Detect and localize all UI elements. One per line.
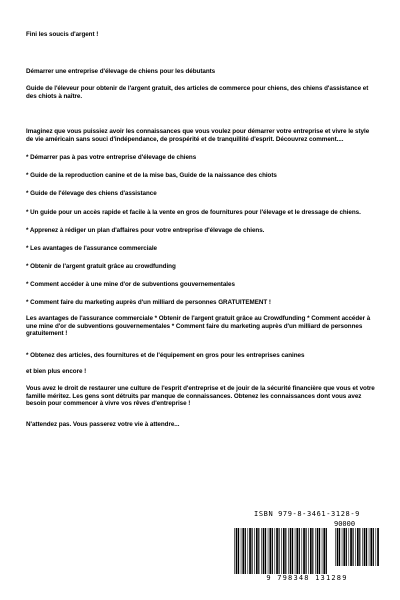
more-text: et bien plus encore !	[26, 368, 87, 375]
barcode-bar	[265, 528, 266, 574]
barcode-bar	[357, 528, 359, 566]
barcode-bar	[245, 528, 246, 574]
barcode-bar	[346, 528, 347, 566]
barcode-bar	[249, 528, 251, 574]
barcode-bar	[281, 528, 282, 574]
barcode-bar	[377, 528, 379, 566]
barcode-bar	[296, 528, 298, 574]
barcode-bar	[335, 528, 336, 566]
bullet-item: * Apprenez à rédiger un plan d'affaires pour votre entreprise d'élevage de chiens.	[26, 227, 265, 234]
barcode-bar	[355, 528, 356, 566]
bullet-item: * Démarrer pas à pas votre entreprise d'élevage de chiens	[26, 154, 197, 161]
barcode-bar	[364, 528, 366, 566]
barcode-bar	[319, 528, 320, 574]
bullet-item: * Guide de l'élevage des chiens d'assistance	[26, 190, 157, 197]
barcode-bar	[306, 528, 307, 574]
barcode-bar	[376, 528, 377, 566]
bullet-item: * Guide de la reproduction canine et de la mise bas, Guide de la naissance des chiots	[26, 172, 277, 179]
bullet-item: * Les avantages de l'assurance commerciale	[26, 245, 158, 252]
closing-paragraph: Vous avez le droit de restaurer une culture de l'esprit d'entreprise et de jouir de la sécurité financière que vous et votre famille méritez. Les gens sont détruits par manque de connaissances. Obtenez les connaissances dont vous avez besoin pour commencer à vivre vos rêves d'entreprise !	[26, 385, 375, 408]
barcode-bar	[236, 528, 238, 574]
barcode-bar	[234, 528, 235, 574]
bullet-item: * Comment accéder à une mine d'or de subventions gouvernementales	[26, 281, 235, 288]
barcode-bar	[315, 528, 316, 574]
barcode-bar	[369, 528, 370, 566]
barcode-bar	[279, 528, 280, 574]
bullet-item: * Un guide pour un accès rapide et facile à la vente en gros de fournitures pour l'élevage et le dressage de chiens.	[26, 209, 361, 216]
barcode-bar	[299, 528, 300, 574]
barcode-bar	[272, 528, 273, 574]
barcode-bar	[337, 528, 339, 566]
barcode-bar	[373, 528, 374, 566]
barcode-bar	[256, 528, 258, 574]
final-line: N'attendez pas. Vous passerez votre vie à attendre...	[26, 421, 180, 428]
barcode-bar	[242, 528, 244, 574]
barcode-bar	[310, 528, 312, 574]
intro-paragraph: Imaginez que vous puissiez avoir les connaissances que vous voulez pour démarrer votre entreprise et vivre le style de vie américain sans souci d'indépendance, de prospérité et de tranquillité d'esprit. Découvrez comment....	[26, 128, 370, 143]
barcode-bar	[295, 528, 296, 574]
bullet-item: * Obtenir de l'argent gratuit grâce au crowdfunding	[26, 263, 176, 270]
barcode-bar	[362, 528, 363, 566]
barcode-bar	[263, 528, 265, 574]
isbn-barcode	[232, 510, 382, 584]
barcode-bar	[349, 528, 350, 566]
barcode-bar	[343, 528, 345, 566]
barcode-bar	[302, 528, 303, 574]
barcode-bar	[370, 528, 372, 566]
price-code-text: 90000	[334, 520, 356, 528]
barcode-bar	[317, 528, 319, 574]
headline: Fini les soucis d'argent !	[26, 31, 99, 38]
barcode-bar	[238, 528, 239, 574]
barcode-bar	[359, 528, 360, 566]
barcode-bar	[353, 528, 354, 566]
barcode-bar	[268, 528, 269, 574]
barcode-bar	[350, 528, 352, 566]
barcode-bar	[303, 528, 305, 574]
barcode-bar	[275, 528, 276, 574]
barcode-bar	[308, 528, 309, 574]
barcode-bar	[241, 528, 242, 574]
bullet-item: * Comment faire du marketing auprès d'un milliard de personnes GRATUITEMENT !	[26, 299, 271, 306]
barcode-digits: 9 798348 131289	[266, 574, 348, 582]
barcode-bar	[292, 528, 293, 574]
summary-paragraph: Les avantages de l'assurance commerciale * Obtenir de l'argent gratuit grâce au Crowdfunding * Comment accéder à une mine d'or de subventions gouvernementales * Comment faire du marketing auprès d'un milliard de personnes gratuitement !	[26, 315, 371, 338]
barcode-bar	[366, 528, 367, 566]
barcode-bar	[248, 528, 249, 574]
description: Guide de l'éleveur pour obtenir de l'argent gratuit, des articles de commerce pour chiens, des chiens d'assistance et des chiots à naître.	[26, 85, 369, 100]
barcode-bar	[252, 528, 253, 574]
barcode-bar	[339, 528, 340, 566]
barcode-bar	[254, 528, 255, 574]
barcode-bar	[312, 528, 313, 574]
isbn-text: ISBN 979-8-3461-3128-9	[254, 510, 360, 518]
barcode-bar	[323, 528, 325, 574]
subtitle: Démarrer une entreprise d'élevage de chiens pour les débutants	[26, 68, 216, 75]
barcode-bar	[288, 528, 289, 574]
barcode-bar	[283, 528, 285, 574]
bullet-item: * Obtenez des articles, des fournitures et de l'équipement en gros pour les entreprises canines	[26, 352, 305, 359]
barcode-main-bars	[234, 528, 329, 574]
barcode-addon-bars	[335, 528, 379, 566]
barcode-bar	[326, 528, 327, 574]
barcode-bar	[258, 528, 259, 574]
barcode-bar	[276, 528, 278, 574]
barcode-bar	[322, 528, 323, 574]
barcode-bar	[342, 528, 343, 566]
barcode-bar	[285, 528, 286, 574]
barcode-bar	[290, 528, 292, 574]
barcode-bar	[261, 528, 262, 574]
barcode-bar	[269, 528, 271, 574]
